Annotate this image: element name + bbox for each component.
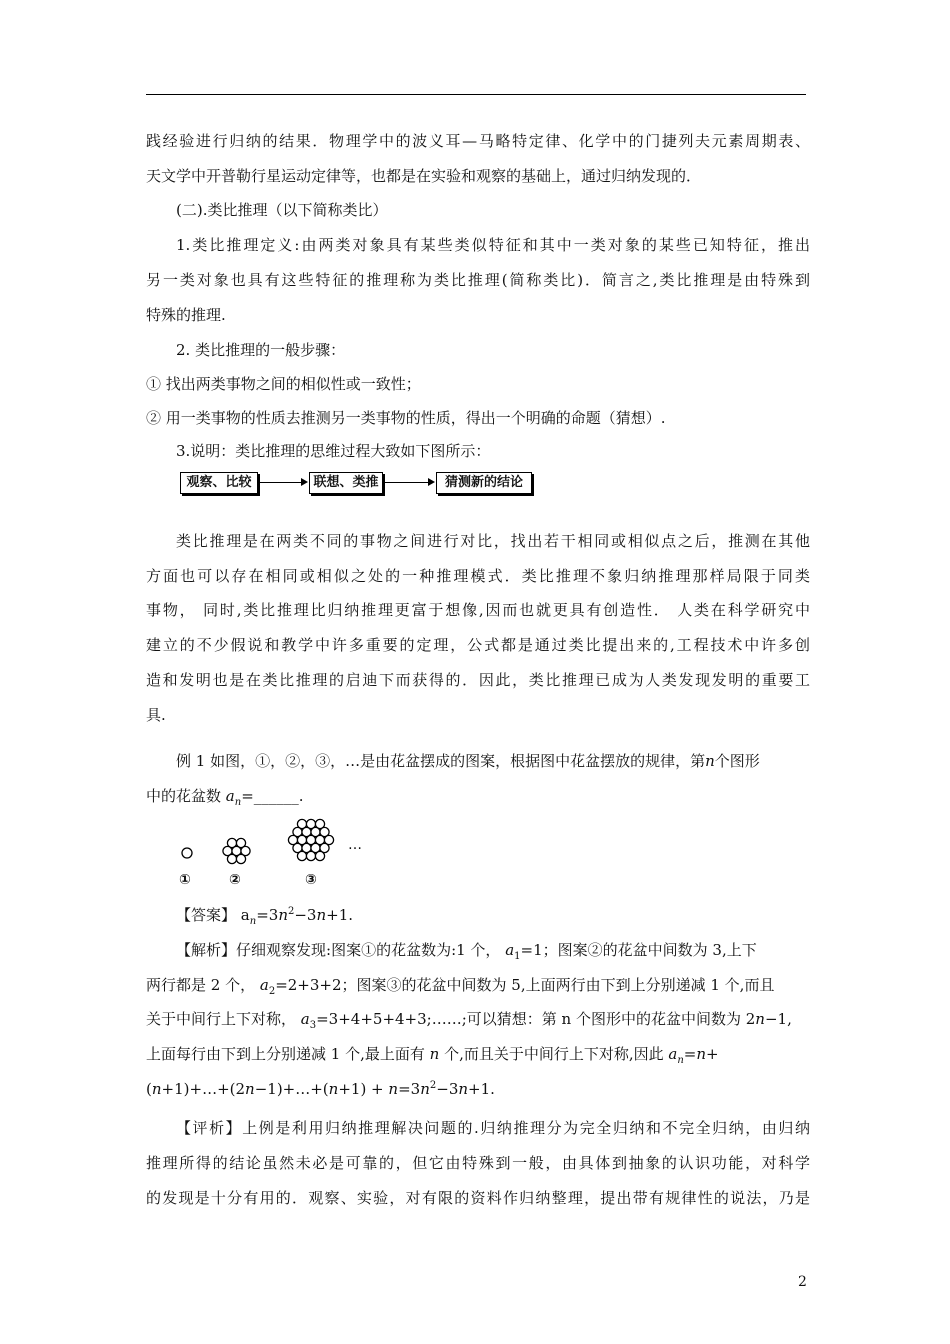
review-line: 推理所得的结论虽然未必是可靠的，但它由特殊到一般，由具体到抽象的认识功能，对科学	[146, 1154, 810, 1172]
figure-label-1: ①	[179, 872, 191, 888]
figure-label-3: ③	[305, 872, 317, 888]
flow-arrow	[260, 482, 306, 483]
analysis-line: 【解析】仔细观察发现:图案①的花盆数为:1 个， $a_1=1$；图案②的花盆中间数为 3,上下	[176, 941, 757, 962]
flow-box-conclusion: 猜测新的结论	[436, 472, 532, 494]
paragraph-line: 建立的不少假说和教学中许多重要的定理，公式都是通过类比提出来的,工程技术中许多创	[146, 636, 810, 654]
page-number: 2	[798, 1274, 807, 1290]
steps-heading: 2. 类比推理的一般步骤：	[176, 341, 346, 359]
definition-line: 特殊的推理.	[146, 306, 226, 324]
review-line: 【评析】上例是利用归纳推理解决问题的.归纳推理分为完全归纳和不完全归纳，由归纳	[176, 1119, 810, 1137]
header-rule	[146, 94, 806, 95]
figure-label-2: ②	[229, 872, 241, 888]
step-item: ② 用一类事物的性质去推测另一类事物的性质，得出一个明确的命题（猜想）.	[146, 409, 666, 427]
note-heading: 3.说明：类比推理的思维过程大致如下图所示：	[176, 442, 491, 460]
analysis-line: (n+1)+…+(2n−1)+…+(n+1) + $n=3n^2-3n+1$.	[146, 1080, 495, 1098]
analysis-line: 两行都是 2 个， $a_2=2+3+2$；图案③的花盆中间数为 5,上面两行由下到上分别递减 1 个,而且	[146, 976, 775, 997]
figure-ellipsis: …	[348, 837, 362, 853]
paragraph-line: 方面也可以存在相同或相似之处的一种推理模式．类比推理不象归纳推理那样局限于同类	[146, 567, 810, 585]
flow-arrow	[385, 482, 433, 483]
section-heading: (二).类比推理（以下简称类比）	[176, 201, 388, 219]
definition-line: 另一类对象也具有这些特征的推理称为类比推理(简称类比)．简言之,类比推理是由特殊到	[146, 271, 810, 289]
paragraph-line: 类比推理是在两类不同的事物之间进行对比，找出若干相同或相似点之后，推测在其他	[176, 532, 810, 550]
example-line: 中的花盆数 $a_n=\_\_\_\_\_\_$.	[146, 787, 304, 808]
answer-line: 【答案】 $a_n=3n^2-3n+1$.	[176, 906, 354, 927]
paragraph-line: 事物， 同时,类比推理比归纳推理更富于想像,因而也就更具有创造性． 人类在科学研究中	[146, 601, 810, 619]
analysis-line: 关于中间行上下对称， $a_3=3+4+5+4+3;\dots\dots$;可以猜想：第 n 个图形中的花盆中间数为 2n−1,	[146, 1010, 792, 1031]
definition-line: 1.类比推理定义:由两类对象具有某些类似特征和其中一类对象的某些已知特征，推出	[176, 236, 810, 254]
flowerpot-figure	[176, 815, 376, 895]
paragraph-line: 天文学中开普勒行星运动定律等，也都是在实验和观察的基础上，通过归纳发现的．	[146, 167, 702, 185]
review-line: 的发现是十分有用的．观察、实验，对有限的资料作归纳整理，提出带有规律性的说法，乃是	[146, 1189, 810, 1207]
analysis-line: 上面每行由下到上分别递减 1 个,最上面有 n 个,而且关于中间行上下对称,因此 $a_n=n+$	[146, 1045, 719, 1066]
step-item: ① 找出两类事物之间的相似性或一致性；	[146, 375, 421, 393]
flowerpot-patterns	[176, 815, 376, 895]
paragraph-line: 具.	[146, 706, 166, 724]
example-line: 例 1 如图，①，②，③，…是由花盆摆成的图案，根据图中花盆摆放的规律，第n个图形	[176, 752, 760, 770]
paragraph-line: 造和发明也是在类比推理的启迪下而获得的．因此，类比推理已成为人类发现发明的重要工	[146, 671, 810, 689]
flow-box-observe: 观察、比较	[180, 472, 258, 494]
flow-box-associate: 联想、类推	[309, 472, 383, 494]
paragraph-line: 践经验进行归纳的结果．物理学中的波义耳—马略特定律、化学中的门捷列夫元素周期表、	[146, 132, 810, 150]
